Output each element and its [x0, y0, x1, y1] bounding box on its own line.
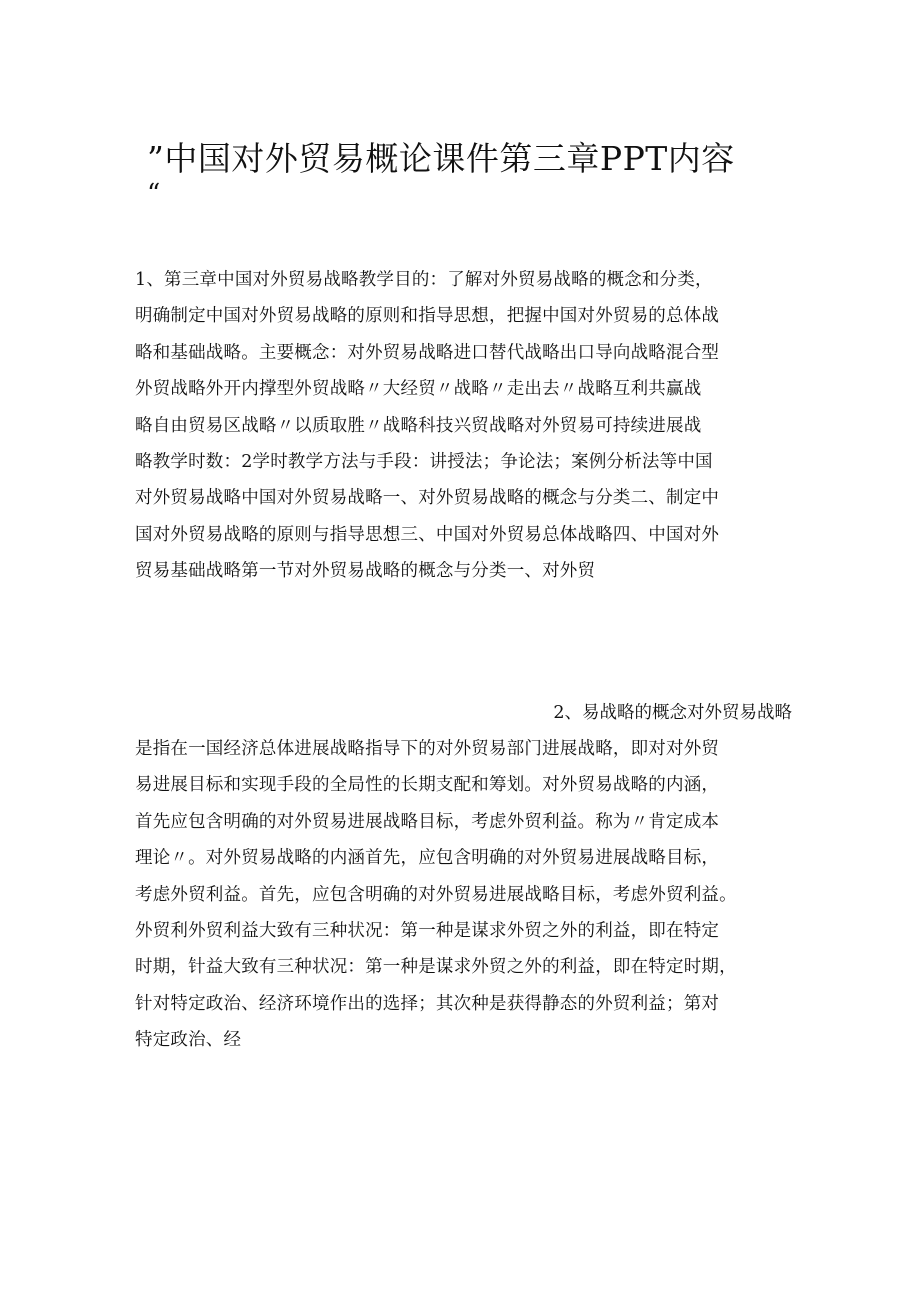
- paragraph-line: 外贸战略外开内撑型外贸战略〃大经贸〃战略〃走出去〃战略互利共赢战: [135, 379, 702, 400]
- paragraph-line: 1、第三章中国对外贸易战略教学目的：了解对外贸易战略的概念和分类，: [135, 270, 713, 290]
- paragraph-line: 理论〃。对外贸易战略的内涵首先，应包含明确的对外贸易进展战略目标，: [135, 848, 720, 869]
- paragraph-line: 是指在一国经济总体进展战略指导下的对外贸易部门进展战略，即对对外贸: [135, 739, 720, 759]
- paragraph-line: 时期，针益大致有三种状况：第一种是谋求外贸之外的利益，即在特定时期，: [135, 957, 737, 978]
- paragraph-2-heading: 2、易战略的概念对外贸易战略: [553, 703, 792, 723]
- paragraph-line: 略自由贸易区战略〃以质取胜〃战略科技兴贸战略对外贸易可持续进展战: [135, 415, 702, 436]
- title-tail-quote: “: [147, 179, 161, 209]
- paragraph-line: 考虑外贸利益。首先，应包含明确的对外贸易进展战略目标，考虑外贸利益。: [135, 884, 737, 905]
- paragraph-line: 对外贸易战略中国对外贸易战略一、对外贸易战略的概念与分类二、制定中: [135, 488, 720, 509]
- paragraph-line: 略和基础战略。主要概念：对外贸易战略进口替代战略出口导向战略混合型: [135, 342, 720, 363]
- paragraph-line: 特定政治、经: [135, 1030, 242, 1051]
- paragraph-1: [135, 262, 795, 590]
- paragraph-line: 明确制定中国对外贸易战略的原则和指导思想，把握中国对外贸易的总体战: [135, 306, 720, 327]
- paragraph-2: [135, 731, 795, 1059]
- paragraph-line: 首先应包含明确的对外贸易进展战略目标，考虑外贸利益。称为〃肯定成本: [135, 811, 720, 832]
- paragraph-line: 贸易基础战略第一节对外贸易战略的概念与分类一、对外贸: [135, 561, 596, 582]
- paragraph-line: 国对外贸易战略的原则与指导思想三、中国对外贸易总体战略四、中国对外: [135, 524, 720, 545]
- paragraph-line: 易进展目标和实现手段的全局性的长期支配和筹划。对外贸易战略的内涵，: [135, 775, 720, 796]
- paragraph-line: 外贸利外贸利益大致有三种状况：第一种是谋求外贸之外的利益，即在特定: [135, 921, 720, 942]
- document-title: ”中国对外贸易概论课件第三章PPT内容: [147, 139, 735, 178]
- paragraph-line: 针对特定政治、经济环境作出的选择；其次种是获得静态的外贸利益；第对: [135, 993, 720, 1014]
- paragraph-line: 略教学时数：2学时教学方法与手段：讲授法；争论法；案例分析法等中国: [135, 452, 713, 473]
